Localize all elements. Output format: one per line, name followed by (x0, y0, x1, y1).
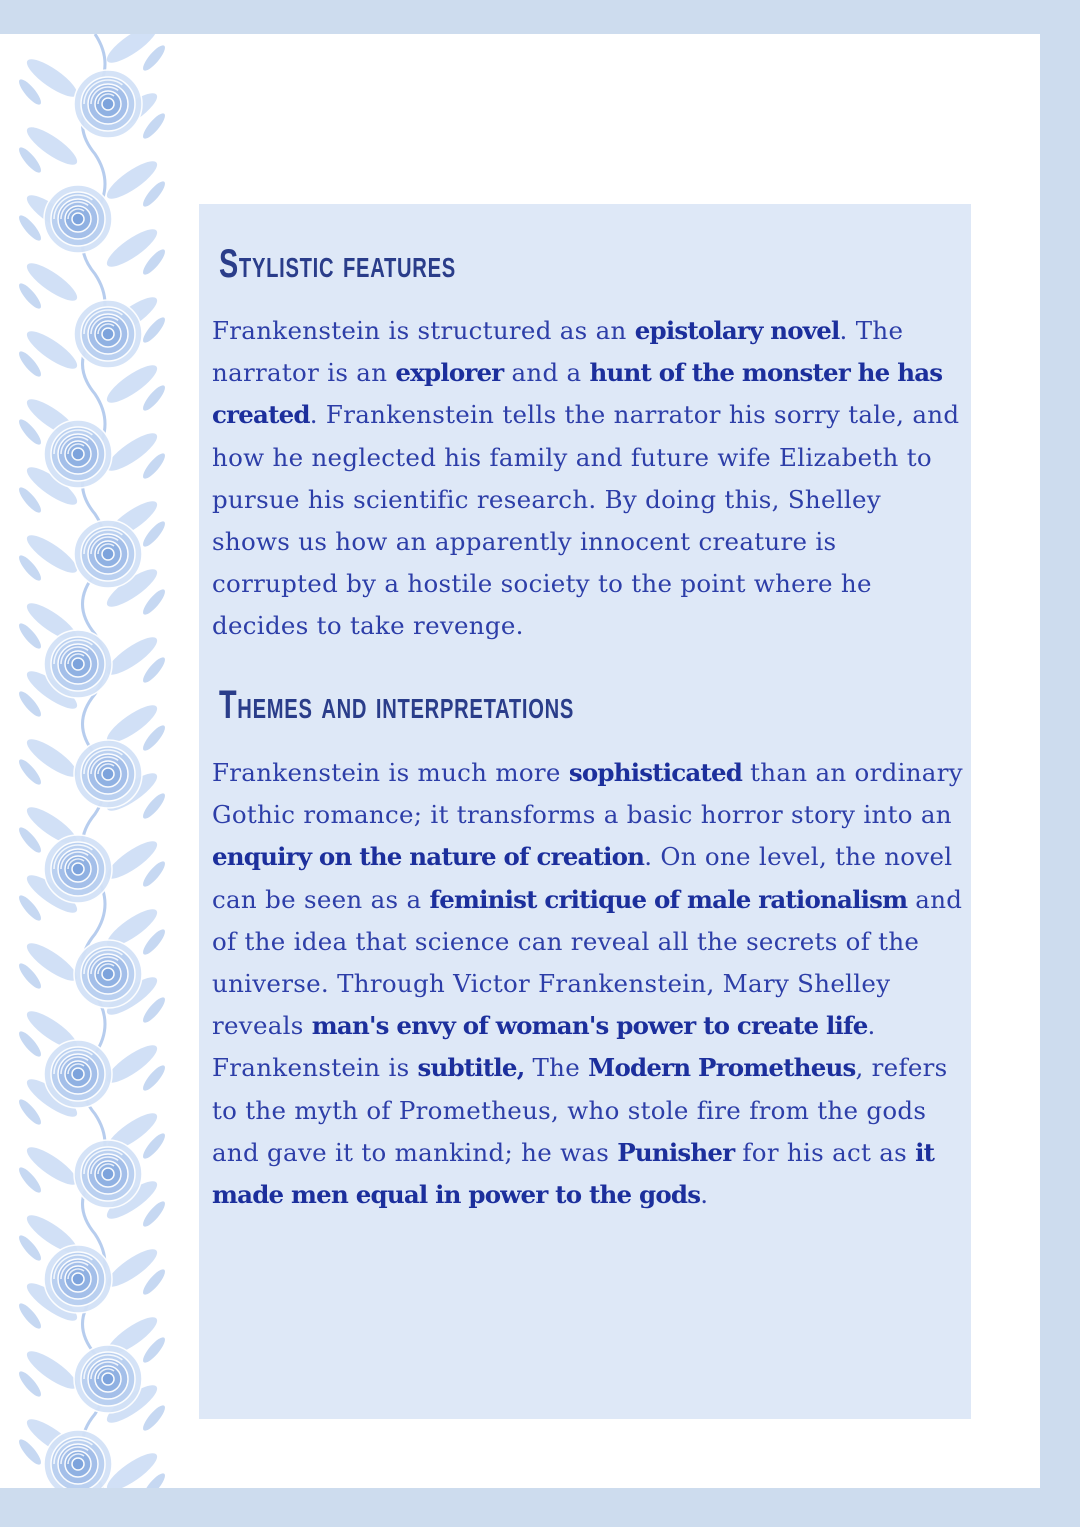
emphasis-text: Punisher (617, 1137, 735, 1167)
rose-icon (44, 1430, 112, 1488)
body-text: . On one level, the novel can be seen as a (212, 842, 953, 914)
rose-icon (74, 1345, 142, 1413)
blue-rose-vine-icon (0, 34, 185, 1488)
rose-icon (44, 1040, 112, 1108)
rose-icon (74, 740, 142, 808)
emphasis-text: man's envy of woman's power to create life (311, 1011, 868, 1041)
body-text: and of the idea that science can reveal all the secrets of the universe. Through Victor Frankenstein, Mary Shelley reveals (212, 884, 963, 1041)
body-text: for his act as (734, 1137, 916, 1167)
section-paragraph-stylistic-features (212, 310, 964, 648)
body-text: , refers to the myth of Prometheus, who stole fire from the gods and gave it to mankind; he was (212, 1053, 948, 1167)
rose-icon (44, 420, 112, 488)
body-text: and a (503, 358, 590, 388)
body-text: . The narrator is an (212, 316, 904, 388)
body-text: Frankenstein is structured as an (212, 316, 635, 345)
emphasis-text: hunt of the monster he has created (212, 358, 943, 430)
rose-icon (74, 70, 142, 138)
rose-icon (44, 630, 112, 698)
rose-icon (74, 520, 142, 588)
rose-border-decoration (0, 34, 185, 1488)
emphasis-text: explorer (395, 358, 504, 388)
content-panel (199, 204, 971, 1419)
emphasis-text: enquiry on the nature of creation (212, 842, 645, 872)
rose-icon (74, 300, 142, 368)
emphasis-text: it made men equal in power to the gods (212, 1137, 935, 1210)
section-paragraph-themes-and-interpretations (212, 752, 964, 1216)
body-text: The (524, 1053, 589, 1083)
rose-icon (74, 1140, 142, 1208)
section-heading-themes-and-interpretations: Themes and interpretations (219, 683, 575, 727)
body-text: . (700, 1180, 709, 1210)
emphasis-text: subtitle, (417, 1053, 525, 1083)
emphasis-text: epistolary novel (634, 316, 840, 345)
rose-icon (44, 1245, 112, 1313)
body-text: than an ordinary Gothic romance; it transforms a basic horror story into an (212, 758, 963, 830)
body-text: Frankenstein is much more (212, 758, 569, 787)
emphasis-text: feminist critique of male rationalism (429, 884, 908, 914)
rose-icon (74, 940, 142, 1008)
rose-icon (44, 835, 112, 903)
section-heading-stylistic-features: Stylistic features (219, 242, 456, 286)
emphasis-text: sophisticated (568, 758, 743, 787)
emphasis-text: Modern Prometheus (588, 1053, 856, 1083)
body-text: . Frankenstein is (212, 1011, 876, 1083)
body-text: . Frankenstein tells the narrator his sorry tale, and how he neglected his family and future wife Elizabeth to pursue his scientific research. By doing this, Shelley shows us how an apparently innocent creature is corrupted by a hostile society to the point where he decides to take revenge. (212, 400, 960, 641)
rose-icon (44, 185, 112, 253)
